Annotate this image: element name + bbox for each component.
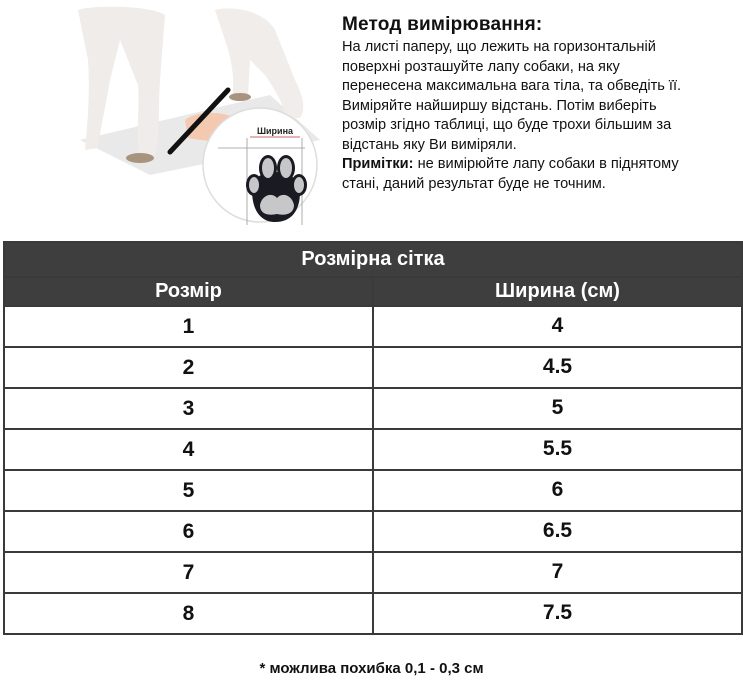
instruction-line: На листі паперу, що лежить на горизонтальній: [342, 39, 656, 55]
size-cell: 1: [4, 306, 373, 347]
method-instructions: [342, 38, 737, 194]
size-cell: 4: [4, 429, 373, 470]
table-row: [4, 593, 742, 634]
width-cell: 7.5: [373, 593, 742, 634]
instruction-line: перенесена максимальна вага тіла, та обведіть її.: [342, 78, 682, 94]
size-cell: 6: [4, 511, 373, 552]
table-row: [4, 388, 742, 429]
instruction-line: відстань яку Ви виміряли.: [342, 136, 517, 153]
table-row: [4, 429, 742, 470]
width-label: Ширина: [256, 126, 294, 136]
table-row: [4, 347, 742, 388]
table-row: [4, 470, 742, 511]
size-cell: 2: [4, 347, 373, 388]
size-cell: 8: [4, 593, 373, 634]
paw-measurement-illustration: [0, 0, 340, 238]
note-text-line2: стані, даний результат буде не точним.: [342, 175, 606, 192]
table-row: [4, 552, 742, 593]
table-row: [4, 306, 742, 347]
size-chart-table: [3, 241, 743, 635]
instruction-line: поверхні розташуйте лапу собаки, на яку: [342, 58, 620, 75]
width-cell: 6: [373, 470, 742, 511]
size-cell: 3: [4, 388, 373, 429]
width-cell: 5.5: [373, 429, 742, 470]
instruction-line: розмір згідно таблиці, що буде трохи більшим за: [342, 117, 672, 133]
column-header-size: Розмір: [4, 277, 373, 306]
table-title-row: [4, 242, 742, 277]
footnote: * можлива похибка 0,1 - 0,3 см: [259, 660, 484, 677]
table-row: [4, 511, 742, 552]
width-cell: 7: [373, 552, 742, 593]
width-cell: 4.5: [373, 347, 742, 388]
width-cell: 4: [373, 306, 742, 347]
size-cell: 7: [4, 552, 373, 593]
instruction-line: Виміряйте найширшу відстань. Потім виберіть: [342, 97, 657, 114]
size-cell: 5: [4, 470, 373, 511]
dog-legs-and-paw-image: [0, 0, 340, 238]
table-header-row: [4, 277, 742, 306]
width-cell: 6.5: [373, 511, 742, 552]
measurement-method: [342, 14, 737, 194]
method-title: Метод вимірювання:: [342, 14, 543, 35]
note-text: не вимірюйте лапу собаки в піднятому: [413, 156, 679, 172]
note-label: Примітки:: [342, 156, 414, 172]
table-title: Розмірна сітка: [4, 242, 742, 277]
column-header-width: Ширина (см): [373, 277, 742, 306]
width-cell: 5: [373, 388, 742, 429]
